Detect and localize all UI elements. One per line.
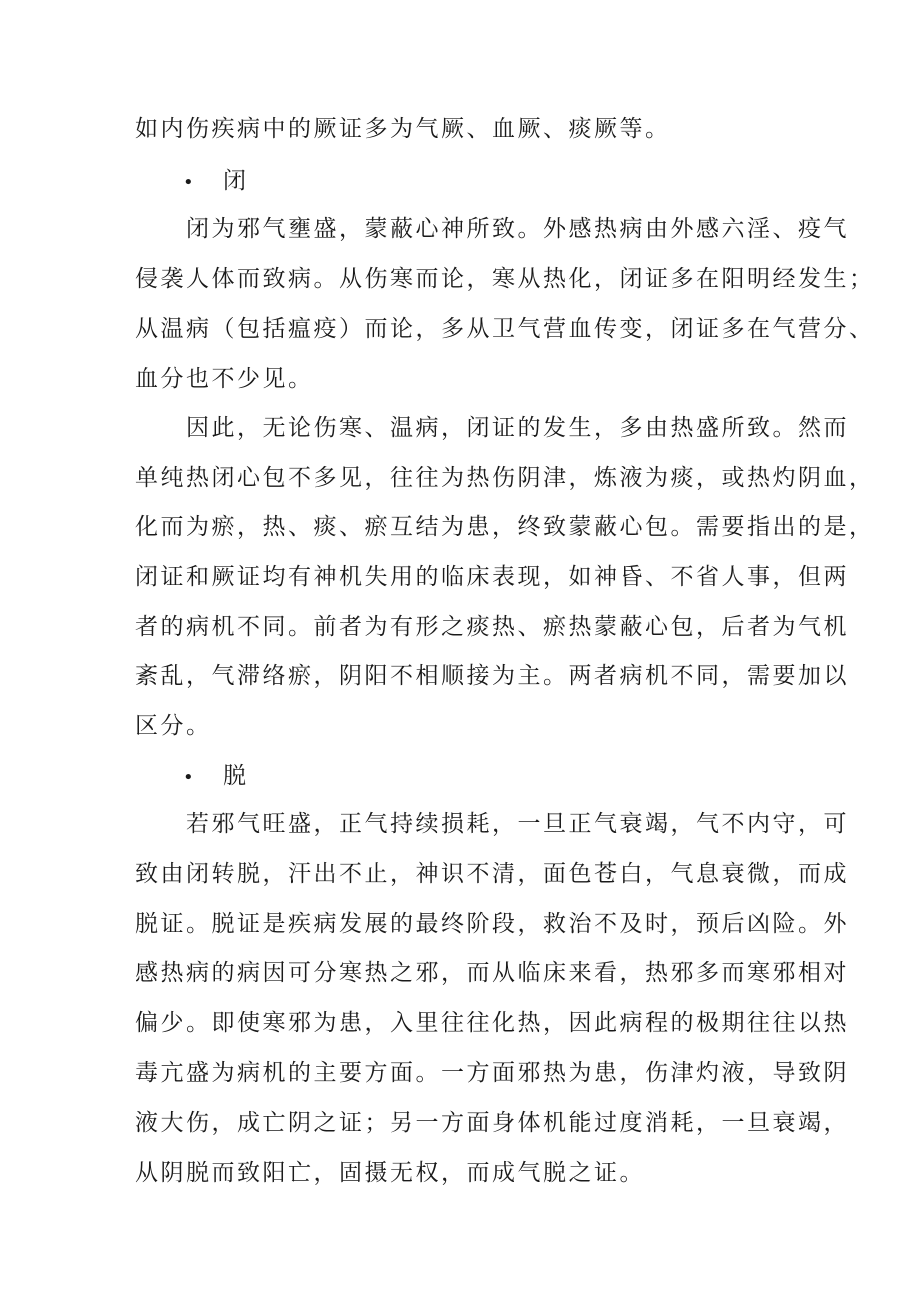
- text-line: 从温病（包括瘟疫）而论，多从卫气营血传变，闭证多在气营分、: [135, 316, 875, 342]
- text-line: 毒亢盛为病机的主要方面。一方面邪热为患，伤津灼液，导致阴: [135, 1060, 849, 1086]
- text-line: 如内伤疾病中的厥证多为气厥、血厥、痰厥等。: [135, 116, 671, 142]
- text-line: 偏少。即使寒邪为患，入里往往化热，因此病程的极期往往以热: [135, 1010, 849, 1036]
- text-line: 从阴脱而致阳亡，固摄无权，而成气脱之证。: [135, 1160, 645, 1186]
- text-line: 若邪气旺盛，正气持续损耗，一旦正气衰竭，气不内守，可: [186, 811, 849, 837]
- bullet-label: 脱: [223, 763, 248, 789]
- bullet-icon: •: [183, 767, 194, 788]
- bullet-icon: •: [183, 172, 194, 193]
- text-line: 因此，无论伤寒、温病，闭证的发生，多由热盛所致。然而: [186, 415, 849, 441]
- bullet-label: 闭: [223, 168, 248, 194]
- bullet-item-tuo: [183, 761, 248, 793]
- text-line: 单纯热闭心包不多见，往往为热伤阴津，炼液为痰，或热灼阴血，: [135, 465, 875, 491]
- text-line: 侵袭人体而致病。从伤寒而论，寒从热化，闭证多在阳明经发生；: [135, 266, 875, 292]
- text-line: 液大伤，成亡阴之证；另一方面身体机能过度消耗，一旦衰竭，: [135, 1110, 849, 1136]
- text-line: 血分也不少见。: [135, 366, 314, 392]
- text-line: 闭证和厥证均有神机失用的临床表现，如神昏、不省人事，但两: [135, 564, 849, 590]
- text-line: 感热病的病因可分寒热之邪，而从临床来看，热邪多而寒邪相对: [135, 960, 849, 986]
- text-line: 致由闭转脱，汗出不止，神识不清，面色苍白，气息衰微，而成: [135, 861, 849, 887]
- text-line: 闭为邪气壅盛，蒙蔽心神所致。外感热病由外感六淫、疫气: [186, 216, 849, 242]
- text-line: 者的病机不同。前者为有形之痰热、瘀热蒙蔽心包，后者为气机: [135, 614, 849, 640]
- text-line: 脱证。脱证是疾病发展的最终阶段，救治不及时，预后凶险。外: [135, 911, 849, 937]
- bullet-item-bi: [183, 166, 248, 198]
- text-line: 化而为瘀，热、痰、瘀互结为患，终致蒙蔽心包。需要指出的是，: [135, 514, 875, 540]
- text-line: 区分。: [135, 713, 212, 739]
- text-line: 紊乱，气滞络瘀，阴阳不相顺接为主。两者病机不同，需要加以: [135, 663, 849, 689]
